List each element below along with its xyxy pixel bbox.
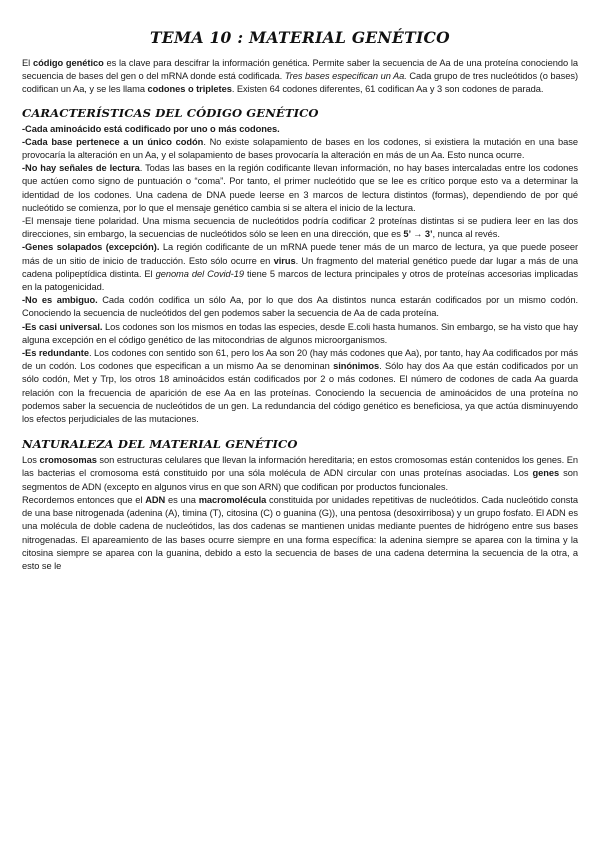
bold-term: -No hay señales de lectura (22, 163, 140, 174)
italic-text: Tres bases especifican un Aa. (284, 71, 407, 82)
bold-term: -Genes solapados (excepción). (22, 242, 160, 253)
text-run: constituida por unidades repetitivas de nucleótidos. Cada nucleótido consta de una base nitrogenada (adenina (A), timina (T), citosina (C) o guanina (G)), una pentosa (desoxirribosa) y un grupo fosfato. El ADN es una molécula de doble cadena de nucleótidos, las dos cadenas se mantienen unidas mediante puentes de hidrógeno entre sus bases nitrogenadas. El apareamiento de las bases ocurre siempre en una forma específica: la adenina siempre se aparea con la timina y la citosina siempre se aparea con la guanina, debido a esto la secuencia de bases de una cadena determina la secuencia de la otra, a esto se le (22, 494, 578, 571)
text-run: Recordemos entonces que el (22, 494, 146, 505)
text-run: . Existen 64 codones diferentes, 61 codifican Aa y 3 son codones de parada. (231, 84, 544, 95)
bold-term: -No es ambiguo. (22, 295, 98, 306)
section-heading-characteristics: CARACTERÍSTICAS DEL CÓDIGO GENÉTICO (22, 105, 319, 120)
text-run: La región codificante de un mRNA puede tener más de un marco de lectura, ya que puede poseer más de un sitio de inicio de traducción. Esto sólo ocurre en (22, 242, 578, 266)
text-run: son estructuras celulares que llevan la información hereditaria; en estos cromosomas están contenidos los genes. En las bacterias el cromosoma está constituido por una sóla molécula de ADN circular con unas proteínas asociadas. Los (22, 455, 579, 479)
bold-term: sinónimos (333, 361, 380, 372)
characteristic-item (22, 123, 578, 136)
text-run: es la clave para descifrar la información genética. Permite saber la secuencia de Aa de una proteína conociendo la secuencia de bases del gen o del mRNA donde está codificada. (22, 58, 579, 82)
bold-term: -Es casi universal. (22, 321, 103, 332)
text-run: Cada grupo de tres nucleótidos (o bases) codifican un Aa, y se les llama (22, 71, 579, 95)
text-run: Cada codón codifica un sólo Aa, por lo que dos Aa distintos nunca estarán codificados por un mismo codón. Conociendo la secuencia de nucleótidos del gen podemos saber la secuencia de Aa de cada proteína. (22, 295, 578, 319)
characteristic-item (22, 294, 578, 320)
text-run: . Los codones con sentido son 61, pero los Aa son 20 (hay más codones que Aa), por tanto, hay Aa codificados por más de un codón. Los codones que especifican a un mismo Aa se denominan (22, 348, 578, 372)
bold-term: -Cada base pertenece a un único codón (22, 136, 204, 147)
characteristic-item (22, 136, 578, 162)
text-run: El (22, 58, 33, 68)
intro-paragraph (22, 57, 578, 97)
text-run: tiene 5 marcos de lectura principales y otros de proteínas accesorias implicadas en la patogenicidad. (22, 268, 578, 293)
characteristic-item (22, 347, 578, 426)
bold-term: -Cada aminoácido está codificado por uno o más codones. (22, 123, 280, 134)
text-run: Los codones son los mismos en todas las especies, desde E.coli hasta humanos. Sin embargo, se ha visto que hay alguna excepción en el código genético de las mitocondrias de algunos microorganismos. (22, 321, 579, 345)
italic-text: genoma del Covid-19 (155, 268, 244, 279)
text-run: -El mensaje tiene polaridad. Una misma secuencia de nucleótidos podría codificar 2 proteínas distintas si se pudiera leer en las dos direcciones, sin embargo, la secuencias de nucleótidos sólo se leen en una dirección, que es (22, 216, 578, 240)
text-run: . Un fragmento del material genético puede dar lugar a más de una cadena polipeptídica distinta. El (22, 255, 578, 279)
bold-term: codones o tripletes (147, 84, 232, 95)
characteristic-item (22, 162, 578, 215)
text-run: son segmentos de ADN (excepto en algunos virus en que son ARN) que codifican por productos funcionales. (22, 468, 578, 492)
characteristic-item (22, 241, 578, 294)
text-run: es una (165, 494, 199, 505)
bold-term: macromolécula (198, 494, 267, 505)
body-paragraph (22, 454, 578, 494)
text-run: Los (22, 455, 40, 466)
text-run: . No existe solapamiento de bases en los codones, si existiera la mutación en una base provocaría la alteración en un Aa, y el solapamiento de bases provocaría la alteración en más de un Aa. Esto nunca ocurre. (22, 136, 578, 161)
text-run: , nunca al revés. (432, 229, 500, 240)
bold-term: 5’ → 3’ (403, 229, 433, 240)
bold-term: ADN (145, 494, 166, 505)
characteristic-item (22, 321, 578, 347)
section-heading-nature: NATURALEZA DEL MATERIAL GENÉTICO (22, 437, 298, 452)
body-paragraph (22, 494, 578, 573)
bold-term: genes (532, 468, 560, 479)
characteristic-item (22, 215, 578, 241)
text-run: . Sólo hay dos Aa que están codificados por un sólo codón, Met y Trp, los otros 18 aminoácidos están codificados por 2 o más codones. El número de codones de cada Aa guarda relación con la frecuencia de aparición de ese Aa en las proteínas. Conociendo la secuencia de aminoácidos de una proteína no podemos saber la secuencia de nucleótidos de un gen. La redundancia del código genético es beneficiosa, ya que actúa disminuyendo los efectos perjudiciales de las mutaciones. (22, 361, 578, 425)
bold-term: cromosomas (39, 455, 97, 466)
page-title: TEMA 10 : MATERIAL GENÉTICO (150, 28, 450, 47)
bold-term: virus (273, 255, 296, 266)
bold-term: -Es redundante (22, 348, 89, 359)
text-run: . Todas las bases en la región codificante llevan información, no hay bases intercaladas entre los codones que actúen como signo de puntuación o “coma”. Por tanto, el primer nucleótido que se lee es crítico porque esto va a determinar la identidad de los codones. Una cadena de DNA puede leerse en 3 marcos de lectura distintos (formas), dependiendo de por qué nucleótido se comienza, por lo que el mensaje genético cambia si se altera el inicio de la lectura. (22, 163, 578, 213)
bold-term: código genético (32, 58, 104, 68)
